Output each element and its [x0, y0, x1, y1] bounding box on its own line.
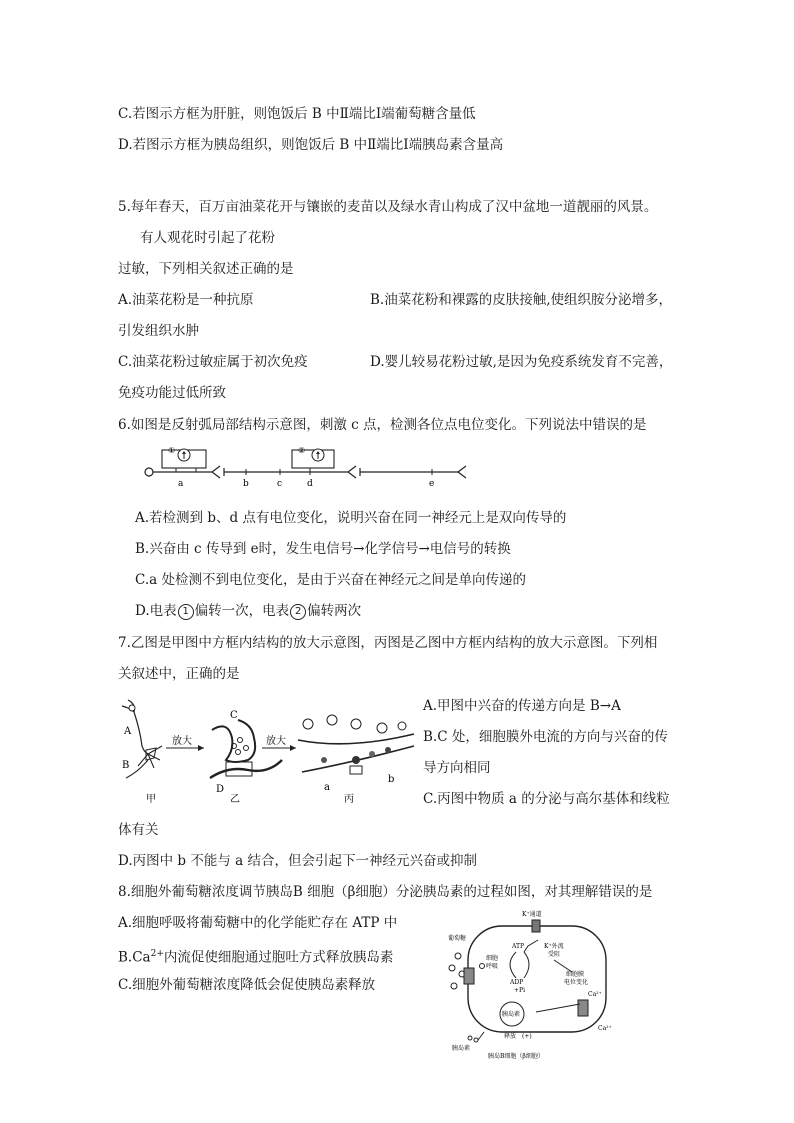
beta-cell-diagram: [448, 908, 623, 1060]
q6-option-b: B.兴奋由 c 传导到 e时，发生电信号→化学信号→电信号的转换: [135, 541, 511, 557]
q4-option-d: D.若图示方框为胰岛组织，则饱饭后 B 中Ⅱ端比Ⅰ端胰岛素含量高: [118, 137, 504, 153]
q4-option-c: C.若图示方框为肝脏，则饱饭后 B 中Ⅱ端比Ⅰ端葡萄糖含量低: [118, 106, 476, 122]
adp-label: ADP: [510, 979, 524, 986]
q5-option-a: A.油菜花粉是一种抗原: [118, 292, 254, 308]
fig-label-yi: 乙: [230, 794, 240, 805]
release-label: 释放: [504, 1033, 517, 1040]
fig-label-bing: 丙: [344, 794, 354, 805]
fig-label-D: D: [216, 784, 225, 795]
q5-option-d: D.婴儿较易花粉过敏,是因为免疫系统发育不完善，: [370, 354, 673, 370]
ca-in-label: Ca²⁺: [588, 991, 602, 998]
q6-option-c: C.a 处检测不到电位变化，是由于兴奋在神经元之间是单向传递的: [135, 572, 526, 588]
q7-option-c: C.丙图中物质 a 的分泌与高尔基体和线粒: [423, 791, 670, 807]
fig-label-A: A: [124, 726, 132, 737]
q6-stem: 6.如图是反射弧局部结构示意图，刺激 c 点，检测各位点电位变化。下列说法中错误的是: [118, 417, 647, 433]
q7-stem: 7.乙图是甲图中方框内结构的放大示意图，丙图是乙图中方框内结构的放大示意图。下列相: [118, 635, 658, 651]
q8-option-b: $B.Ca^{2+}$内流促使细胞通过胞吐方式释放胰岛素: [118, 949, 394, 966]
fig-zoom-2: 放大: [266, 736, 286, 747]
meter-2-circle: 2: [290, 604, 306, 620]
meter-2-label: ②: [298, 446, 306, 455]
point-e-label: e: [429, 479, 435, 489]
q8-option-c: C.细胞外葡萄糖浓度降低会促使胰岛素释放: [118, 977, 376, 993]
meter-1-circle: 1: [178, 604, 194, 620]
q7-option-b: B.C 处，细胞膜外电流的方向与兴奋的传: [423, 729, 668, 745]
point-b-label: b: [243, 479, 249, 489]
q7-stem-cont: 关叙述中，正确的是: [118, 666, 240, 682]
synapse-diagram: [118, 690, 418, 808]
fig-label-B: B: [122, 760, 130, 771]
fig-label-a: a: [324, 782, 330, 793]
meter-1-label: ①: [168, 446, 176, 455]
k-efflux-label-2: 受阻: [548, 951, 561, 958]
q5-option-b-cont: 引发组织水肿: [118, 323, 199, 339]
q5-option-b: B.油菜花粉和裸露的皮肤接触,使组织胺分泌增多，: [370, 292, 673, 308]
k-efflux-label-1: K⁺外流: [544, 943, 564, 950]
insulin-label: 胰岛素: [502, 1011, 521, 1018]
q5-option-d-cont: 免疫功能过低所致: [118, 385, 226, 401]
q5-option-c: C.油菜花粉过敏症属于初次免疫: [118, 354, 308, 370]
insulin-out-label: 胰岛素: [452, 1045, 471, 1052]
q6-option-d: D.电表 1 偏转一次，电表 2 偏转两次: [135, 603, 362, 619]
q7-option-d: D.丙图中 b 不能与 a 结合，但会引起下一神经元兴奋或抑制: [118, 853, 477, 869]
point-d-label: d: [307, 479, 313, 489]
resp-label-2: 呼吸: [486, 963, 499, 970]
q7-option-c-cont: 体有关: [118, 822, 159, 838]
point-a-label: a: [178, 479, 184, 489]
atp-label: ATP: [512, 943, 525, 950]
reflex-arc-diagram: [140, 442, 470, 496]
fig-label-C: C: [230, 710, 238, 721]
q6-option-a: A.若检测到 b、d 点有电位变化，说明兴奋在同一神经元上是双向传导的: [135, 510, 567, 526]
fig-label-b: b: [388, 774, 395, 785]
q7-option-a: A.甲图中兴奋的传递方向是 B→A: [423, 698, 621, 714]
cell-caption: 胰岛B细胞（β细胞）: [488, 1053, 544, 1060]
membrane-label-2: 电位变化: [564, 979, 589, 986]
membrane-label-1: 细胞膜: [566, 971, 585, 978]
fig-label-jia: 甲: [146, 794, 156, 805]
pi-label: +Pi: [514, 987, 525, 994]
fig-zoom-1: 放大: [172, 736, 192, 747]
ca-out-label: Ca²⁺: [598, 1025, 612, 1032]
k-channel-label: K⁺通道: [522, 911, 542, 918]
q5-stem-cont: 有人观花时引起了花粉: [140, 230, 275, 246]
q5-stem: 5.每年春天，百万亩油菜花开与镶嵌的麦苗以及绿水青山构成了汉中盆地一道靓丽的风景。: [118, 199, 658, 215]
q5-stem-end: 过敏，下列相关叙述正确的是: [118, 261, 294, 277]
plus-label: (+): [522, 1033, 532, 1040]
q8-stem: 8.细胞外葡萄糖浓度调节胰岛B 细胞（β细胞）分泌胰岛素的过程如图，对其理解错误的是: [118, 884, 653, 900]
q7-option-b-cont: 导方向相同: [423, 760, 491, 776]
glucose-label: 葡萄糖: [448, 935, 467, 942]
q8-option-a: A.细胞呼吸将葡萄糖中的化学能贮存在 ATP 中: [118, 915, 398, 931]
resp-label-1: 细胞: [486, 955, 499, 962]
point-c-label: c: [277, 479, 283, 489]
